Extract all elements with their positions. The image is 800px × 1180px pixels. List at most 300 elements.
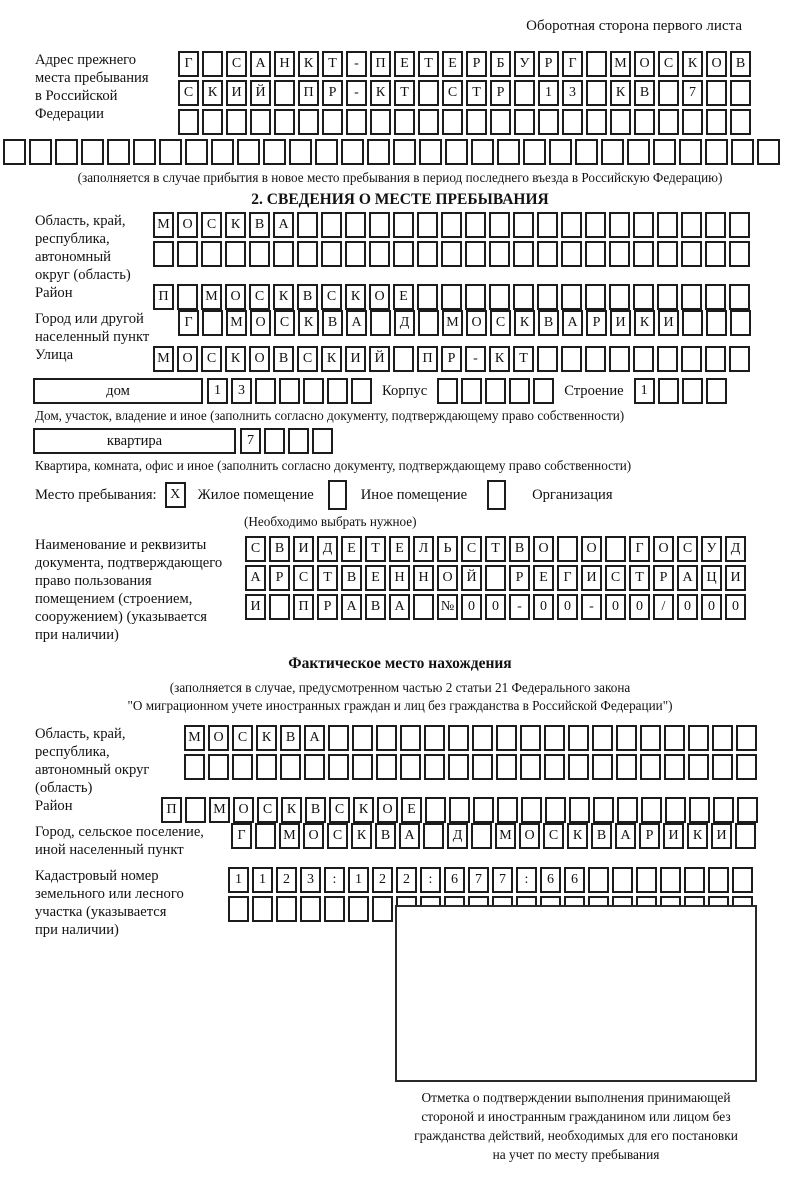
char-cell[interactable] xyxy=(730,109,751,135)
char-cell[interactable]: А xyxy=(346,310,367,336)
char-cell[interactable] xyxy=(393,139,416,165)
char-cell[interactable]: С xyxy=(249,284,270,310)
char-cell[interactable] xyxy=(585,212,606,238)
char-cell[interactable]: С xyxy=(245,536,266,562)
char-cell[interactable] xyxy=(346,109,367,135)
char-cell[interactable]: Т xyxy=(513,346,534,372)
char-cell[interactable]: - xyxy=(346,51,367,77)
char-cell[interactable]: К xyxy=(687,823,708,849)
checkbox-other-premises[interactable] xyxy=(328,480,347,510)
char-cell[interactable]: Р xyxy=(509,565,530,591)
char-cell[interactable]: С xyxy=(658,51,679,77)
char-cell[interactable]: 0 xyxy=(629,594,650,620)
char-cell[interactable] xyxy=(394,109,415,135)
char-cell[interactable] xyxy=(304,754,325,780)
char-cell[interactable] xyxy=(250,109,271,135)
char-cell[interactable] xyxy=(81,139,104,165)
checkbox-residential[interactable]: X xyxy=(165,482,186,508)
char-cell[interactable] xyxy=(664,725,685,751)
char-cell[interactable] xyxy=(514,109,535,135)
char-cell[interactable]: И xyxy=(658,310,679,336)
char-cell[interactable]: М xyxy=(201,284,222,310)
char-cell[interactable] xyxy=(679,139,702,165)
char-cell[interactable] xyxy=(297,212,318,238)
char-cell[interactable] xyxy=(682,109,703,135)
char-cell[interactable] xyxy=(561,346,582,372)
char-cell[interactable] xyxy=(448,725,469,751)
char-cell[interactable] xyxy=(465,212,486,238)
char-cell[interactable] xyxy=(736,754,757,780)
char-cell[interactable] xyxy=(297,241,318,267)
char-cell[interactable]: М xyxy=(279,823,300,849)
char-cell[interactable] xyxy=(537,212,558,238)
char-cell[interactable]: Н xyxy=(389,565,410,591)
char-cell[interactable] xyxy=(489,241,510,267)
char-cell[interactable]: М xyxy=(495,823,516,849)
char-cell[interactable]: С xyxy=(321,284,342,310)
char-cell[interactable] xyxy=(417,284,438,310)
char-cell[interactable] xyxy=(681,212,702,238)
char-cell[interactable]: О xyxy=(653,536,674,562)
char-cell[interactable]: М xyxy=(184,725,205,751)
char-cell[interactable]: А xyxy=(399,823,420,849)
char-cell[interactable] xyxy=(561,284,582,310)
char-cell[interactable] xyxy=(441,284,462,310)
char-cell[interactable] xyxy=(29,139,52,165)
char-cell[interactable]: Н xyxy=(413,565,434,591)
char-cell[interactable]: Е xyxy=(365,565,386,591)
char-cell[interactable] xyxy=(417,212,438,238)
char-cell[interactable]: С xyxy=(232,725,253,751)
char-cell[interactable] xyxy=(681,284,702,310)
char-cell[interactable] xyxy=(55,139,78,165)
char-cell[interactable] xyxy=(658,109,679,135)
char-cell[interactable]: Т xyxy=(322,51,343,77)
char-cell[interactable]: Р xyxy=(322,80,343,106)
char-cell[interactable]: С xyxy=(293,565,314,591)
char-cell[interactable] xyxy=(274,80,295,106)
char-cell[interactable]: Д xyxy=(725,536,746,562)
char-cell[interactable]: 1 xyxy=(538,80,559,106)
char-cell[interactable]: Д xyxy=(317,536,338,562)
char-cell[interactable] xyxy=(537,346,558,372)
char-cell[interactable] xyxy=(472,725,493,751)
char-cell[interactable]: И xyxy=(725,565,746,591)
char-cell[interactable] xyxy=(351,378,372,404)
char-cell[interactable]: : xyxy=(516,867,537,893)
char-cell[interactable] xyxy=(472,754,493,780)
house-box[interactable]: дом xyxy=(33,378,203,404)
char-cell[interactable] xyxy=(609,212,630,238)
char-cell[interactable] xyxy=(729,241,750,267)
char-cell[interactable] xyxy=(269,594,290,620)
char-cell[interactable] xyxy=(370,109,391,135)
char-cell[interactable]: Л xyxy=(413,536,434,562)
char-cell[interactable] xyxy=(658,80,679,106)
char-cell[interactable]: 7 xyxy=(468,867,489,893)
char-cell[interactable] xyxy=(640,754,661,780)
char-cell[interactable]: 3 xyxy=(300,867,321,893)
char-cell[interactable]: 0 xyxy=(557,594,578,620)
char-cell[interactable]: 2 xyxy=(276,867,297,893)
char-cell[interactable] xyxy=(730,80,751,106)
char-cell[interactable]: 1 xyxy=(634,378,655,404)
char-cell[interactable]: Г xyxy=(178,310,199,336)
char-cell[interactable]: О xyxy=(581,536,602,562)
char-cell[interactable]: Р xyxy=(441,346,462,372)
char-cell[interactable]: С xyxy=(605,565,626,591)
char-cell[interactable]: В xyxy=(509,536,530,562)
char-cell[interactable] xyxy=(177,284,198,310)
char-cell[interactable] xyxy=(3,139,26,165)
char-cell[interactable] xyxy=(178,109,199,135)
char-cell[interactable] xyxy=(627,139,650,165)
char-cell[interactable] xyxy=(497,139,520,165)
char-cell[interactable]: 1 xyxy=(252,867,273,893)
char-cell[interactable] xyxy=(575,139,598,165)
char-cell[interactable] xyxy=(276,896,297,922)
char-cell[interactable]: 3 xyxy=(562,80,583,106)
char-cell[interactable]: М xyxy=(209,797,230,823)
char-cell[interactable]: 0 xyxy=(605,594,626,620)
char-cell[interactable]: Т xyxy=(317,565,338,591)
char-cell[interactable] xyxy=(684,867,705,893)
char-cell[interactable] xyxy=(413,594,434,620)
char-cell[interactable] xyxy=(485,378,506,404)
char-cell[interactable] xyxy=(328,754,349,780)
char-cell[interactable]: Г xyxy=(562,51,583,77)
char-cell[interactable]: Й xyxy=(369,346,390,372)
char-cell[interactable]: О xyxy=(250,310,271,336)
char-cell[interactable]: Т xyxy=(418,51,439,77)
char-cell[interactable] xyxy=(636,867,657,893)
char-cell[interactable] xyxy=(633,284,654,310)
char-cell[interactable] xyxy=(419,139,442,165)
char-cell[interactable] xyxy=(289,139,312,165)
char-cell[interactable] xyxy=(706,109,727,135)
char-cell[interactable]: С xyxy=(257,797,278,823)
char-cell[interactable] xyxy=(588,867,609,893)
char-cell[interactable] xyxy=(569,797,590,823)
char-cell[interactable] xyxy=(513,212,534,238)
char-cell[interactable] xyxy=(593,797,614,823)
char-cell[interactable]: К xyxy=(353,797,374,823)
char-cell[interactable] xyxy=(633,212,654,238)
char-cell[interactable] xyxy=(544,754,565,780)
char-cell[interactable] xyxy=(400,754,421,780)
char-cell[interactable] xyxy=(731,139,754,165)
char-cell[interactable] xyxy=(706,80,727,106)
char-cell[interactable] xyxy=(601,139,624,165)
char-cell[interactable] xyxy=(705,139,728,165)
char-cell[interactable]: А xyxy=(273,212,294,238)
char-cell[interactable]: Т xyxy=(466,80,487,106)
char-cell[interactable] xyxy=(300,896,321,922)
char-cell[interactable] xyxy=(657,346,678,372)
char-cell[interactable] xyxy=(616,754,637,780)
char-cell[interactable] xyxy=(418,109,439,135)
char-cell[interactable] xyxy=(153,241,174,267)
char-cell[interactable] xyxy=(490,109,511,135)
char-cell[interactable] xyxy=(228,896,249,922)
char-cell[interactable]: Е xyxy=(394,51,415,77)
char-cell[interactable] xyxy=(732,867,753,893)
char-cell[interactable] xyxy=(713,797,734,823)
char-cell[interactable]: Р xyxy=(639,823,660,849)
char-cell[interactable]: - xyxy=(465,346,486,372)
char-cell[interactable] xyxy=(418,80,439,106)
char-cell[interactable] xyxy=(425,797,446,823)
char-cell[interactable] xyxy=(352,754,373,780)
char-cell[interactable]: И xyxy=(245,594,266,620)
char-cell[interactable] xyxy=(708,867,729,893)
char-cell[interactable] xyxy=(533,378,554,404)
char-cell[interactable] xyxy=(657,212,678,238)
char-cell[interactable]: К xyxy=(281,797,302,823)
char-cell[interactable]: В xyxy=(365,594,386,620)
apartment-box[interactable]: квартира xyxy=(33,428,236,454)
char-cell[interactable]: И xyxy=(663,823,684,849)
char-cell[interactable]: С xyxy=(442,80,463,106)
char-cell[interactable] xyxy=(537,284,558,310)
char-cell[interactable] xyxy=(208,754,229,780)
char-cell[interactable] xyxy=(682,310,703,336)
char-cell[interactable]: 0 xyxy=(701,594,722,620)
char-cell[interactable]: У xyxy=(514,51,535,77)
char-cell[interactable] xyxy=(689,797,710,823)
char-cell[interactable] xyxy=(513,284,534,310)
char-cell[interactable]: 6 xyxy=(444,867,465,893)
char-cell[interactable]: Р xyxy=(466,51,487,77)
char-cell[interactable] xyxy=(345,241,366,267)
char-cell[interactable]: А xyxy=(304,725,325,751)
char-cell[interactable] xyxy=(449,797,470,823)
char-cell[interactable] xyxy=(202,310,223,336)
char-cell[interactable]: Г xyxy=(557,565,578,591)
char-cell[interactable] xyxy=(372,896,393,922)
char-cell[interactable]: М xyxy=(610,51,631,77)
char-cell[interactable] xyxy=(681,346,702,372)
char-cell[interactable]: 2 xyxy=(396,867,417,893)
char-cell[interactable]: М xyxy=(153,212,174,238)
char-cell[interactable]: К xyxy=(256,725,277,751)
char-cell[interactable] xyxy=(729,346,750,372)
char-cell[interactable] xyxy=(471,139,494,165)
char-cell[interactable] xyxy=(417,241,438,267)
char-cell[interactable] xyxy=(705,212,726,238)
char-cell[interactable]: Т xyxy=(394,80,415,106)
char-cell[interactable]: С xyxy=(329,797,350,823)
char-cell[interactable] xyxy=(586,51,607,77)
char-cell[interactable] xyxy=(633,241,654,267)
char-cell[interactable]: В xyxy=(280,725,301,751)
char-cell[interactable]: Т xyxy=(629,565,650,591)
char-cell[interactable]: Р xyxy=(317,594,338,620)
char-cell[interactable]: В xyxy=(273,346,294,372)
char-cell[interactable]: / xyxy=(653,594,674,620)
char-cell[interactable] xyxy=(393,241,414,267)
char-cell[interactable]: К xyxy=(225,346,246,372)
char-cell[interactable] xyxy=(706,378,727,404)
char-cell[interactable] xyxy=(185,797,206,823)
char-cell[interactable]: П xyxy=(370,51,391,77)
char-cell[interactable] xyxy=(609,346,630,372)
char-cell[interactable]: 7 xyxy=(682,80,703,106)
char-cell[interactable]: И xyxy=(610,310,631,336)
char-cell[interactable]: А xyxy=(677,565,698,591)
char-cell[interactable]: В xyxy=(305,797,326,823)
char-cell[interactable]: Г xyxy=(178,51,199,77)
char-cell[interactable] xyxy=(298,109,319,135)
char-cell[interactable] xyxy=(610,109,631,135)
char-cell[interactable] xyxy=(609,241,630,267)
char-cell[interactable]: С xyxy=(274,310,295,336)
char-cell[interactable]: О xyxy=(369,284,390,310)
char-cell[interactable]: П xyxy=(293,594,314,620)
char-cell[interactable]: О xyxy=(208,725,229,751)
char-cell[interactable] xyxy=(605,536,626,562)
char-cell[interactable] xyxy=(177,241,198,267)
char-cell[interactable] xyxy=(549,139,572,165)
char-cell[interactable] xyxy=(737,797,758,823)
char-cell[interactable]: Е xyxy=(389,536,410,562)
char-cell[interactable]: С xyxy=(490,310,511,336)
char-cell[interactable] xyxy=(664,754,685,780)
char-cell[interactable]: Г xyxy=(629,536,650,562)
char-cell[interactable]: К xyxy=(682,51,703,77)
char-cell[interactable] xyxy=(255,823,276,849)
char-cell[interactable] xyxy=(461,378,482,404)
char-cell[interactable] xyxy=(523,139,546,165)
char-cell[interactable] xyxy=(445,139,468,165)
char-cell[interactable] xyxy=(280,754,301,780)
char-cell[interactable] xyxy=(736,725,757,751)
char-cell[interactable]: О xyxy=(706,51,727,77)
char-cell[interactable] xyxy=(322,109,343,135)
char-cell[interactable] xyxy=(586,80,607,106)
char-cell[interactable]: Т xyxy=(485,536,506,562)
char-cell[interactable]: К xyxy=(225,212,246,238)
char-cell[interactable]: К xyxy=(345,284,366,310)
char-cell[interactable] xyxy=(657,241,678,267)
char-cell[interactable] xyxy=(545,797,566,823)
char-cell[interactable]: А xyxy=(615,823,636,849)
char-cell[interactable] xyxy=(705,284,726,310)
char-cell[interactable] xyxy=(712,754,733,780)
char-cell[interactable] xyxy=(561,212,582,238)
char-cell[interactable] xyxy=(520,725,541,751)
char-cell[interactable]: А xyxy=(389,594,410,620)
char-cell[interactable]: С xyxy=(226,51,247,77)
char-cell[interactable] xyxy=(688,754,709,780)
char-cell[interactable]: П xyxy=(153,284,174,310)
char-cell[interactable] xyxy=(538,109,559,135)
char-cell[interactable] xyxy=(568,725,589,751)
char-cell[interactable]: Ь xyxy=(437,536,458,562)
char-cell[interactable] xyxy=(520,754,541,780)
char-cell[interactable] xyxy=(211,139,234,165)
char-cell[interactable]: О xyxy=(249,346,270,372)
char-cell[interactable]: О xyxy=(466,310,487,336)
char-cell[interactable] xyxy=(107,139,130,165)
char-cell[interactable] xyxy=(466,109,487,135)
char-cell[interactable]: О xyxy=(533,536,554,562)
char-cell[interactable] xyxy=(273,241,294,267)
char-cell[interactable]: С xyxy=(201,346,222,372)
char-cell[interactable] xyxy=(424,725,445,751)
char-cell[interactable]: 6 xyxy=(564,867,585,893)
char-cell[interactable] xyxy=(202,109,223,135)
char-cell[interactable]: В xyxy=(269,536,290,562)
char-cell[interactable]: Е xyxy=(533,565,554,591)
char-cell[interactable] xyxy=(448,754,469,780)
char-cell[interactable] xyxy=(303,378,324,404)
char-cell[interactable]: Р xyxy=(653,565,674,591)
char-cell[interactable]: Д xyxy=(447,823,468,849)
char-cell[interactable] xyxy=(418,310,439,336)
char-cell[interactable]: П xyxy=(417,346,438,372)
char-cell[interactable] xyxy=(264,428,285,454)
char-cell[interactable]: С xyxy=(178,80,199,106)
char-cell[interactable] xyxy=(263,139,286,165)
char-cell[interactable]: Б xyxy=(490,51,511,77)
char-cell[interactable]: Е xyxy=(341,536,362,562)
char-cell[interactable] xyxy=(473,797,494,823)
char-cell[interactable] xyxy=(376,754,397,780)
char-cell[interactable]: М xyxy=(153,346,174,372)
char-cell[interactable] xyxy=(315,139,338,165)
char-cell[interactable] xyxy=(586,109,607,135)
char-cell[interactable] xyxy=(592,725,613,751)
char-cell[interactable] xyxy=(252,896,273,922)
char-cell[interactable] xyxy=(184,754,205,780)
char-cell[interactable]: С xyxy=(201,212,222,238)
char-cell[interactable]: П xyxy=(298,80,319,106)
char-cell[interactable]: 3 xyxy=(231,378,252,404)
char-cell[interactable] xyxy=(509,378,530,404)
char-cell[interactable] xyxy=(757,139,780,165)
char-cell[interactable] xyxy=(585,241,606,267)
char-cell[interactable]: К xyxy=(321,346,342,372)
char-cell[interactable]: Р xyxy=(586,310,607,336)
char-cell[interactable] xyxy=(423,823,444,849)
char-cell[interactable] xyxy=(489,284,510,310)
char-cell[interactable]: О xyxy=(303,823,324,849)
char-cell[interactable] xyxy=(376,725,397,751)
char-cell[interactable]: М xyxy=(442,310,463,336)
char-cell[interactable] xyxy=(400,725,421,751)
char-cell[interactable] xyxy=(658,378,679,404)
char-cell[interactable] xyxy=(321,241,342,267)
char-cell[interactable]: К xyxy=(567,823,588,849)
char-cell[interactable] xyxy=(441,241,462,267)
char-cell[interactable]: 0 xyxy=(485,594,506,620)
char-cell[interactable]: : xyxy=(324,867,345,893)
char-cell[interactable]: Ц xyxy=(701,565,722,591)
char-cell[interactable] xyxy=(424,754,445,780)
char-cell[interactable]: К xyxy=(634,310,655,336)
char-cell[interactable]: С xyxy=(297,346,318,372)
char-cell[interactable] xyxy=(729,212,750,238)
char-cell[interactable] xyxy=(256,754,277,780)
char-cell[interactable]: 0 xyxy=(533,594,554,620)
char-cell[interactable]: В xyxy=(297,284,318,310)
char-cell[interactable]: К xyxy=(610,80,631,106)
char-cell[interactable]: Г xyxy=(231,823,252,849)
char-cell[interactable]: Й xyxy=(461,565,482,591)
char-cell[interactable] xyxy=(688,725,709,751)
char-cell[interactable] xyxy=(634,109,655,135)
